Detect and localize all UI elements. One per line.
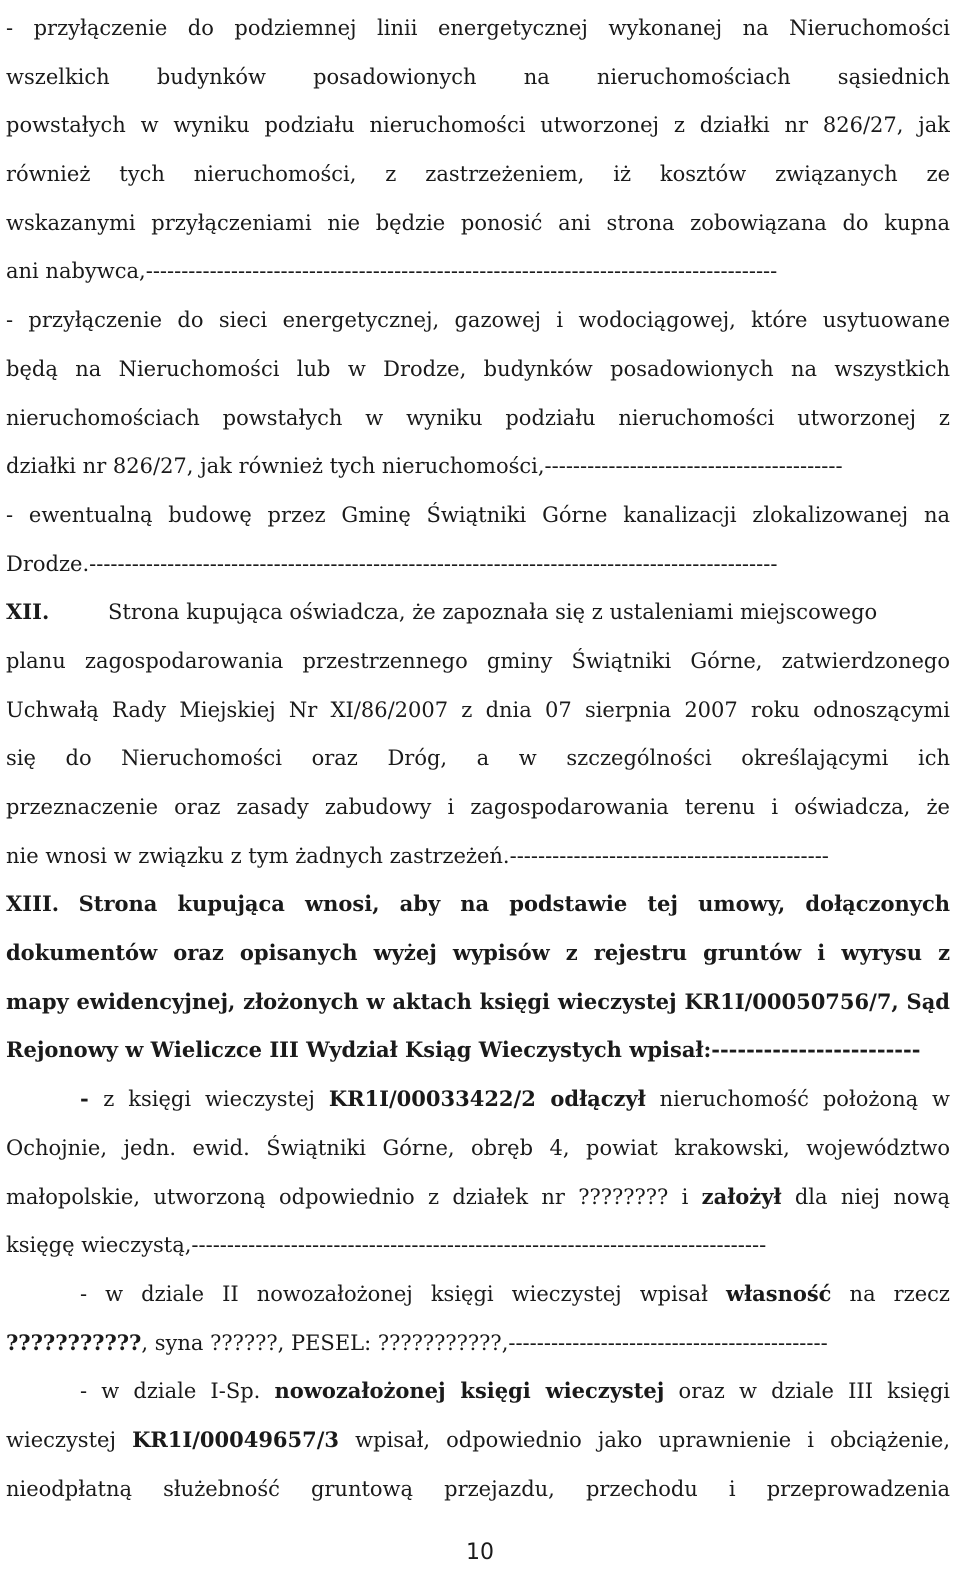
text-line [6,1173,950,1222]
text-line: nieodpłatną służebność gruntową przejazdu, przechodu i przeprowadzenia [6,1476,950,1501]
bold-text: ??????????? [6,1329,142,1355]
text-line: planu zagospodarowania przestrzennego gminy Świątniki Górne, zatwierdzonego [6,648,950,673]
text-line: - przyłączenie do sieci energetycznej, gazowej i wodociągowej, które usytuowane [6,308,950,333]
bold-text: KR1I/00033422/2 odłączył [328,1086,646,1112]
text-line [6,929,950,978]
plain-text: oraz w dziale III księgi [664,1379,950,1404]
plain-text: , syna ??????, PESEL: ???????????,--------------------------------------------- [141,1330,828,1355]
text-line: wszelkich budynków posadowionych na nieruchomościach sąsiednich [6,64,950,89]
plain-text: na rzecz [831,1281,950,1306]
document-page [6,4,950,1513]
text-line: Ochojnie, jedn. ewid. Świątniki Górne, obręb 4, powiat krakowski, województwo [6,1135,950,1160]
text-line: powstałych w wyniku podziału nieruchomości utworzonej z działki nr 826/27, jak [6,113,950,138]
bold-text: Rejonowy w Wieliczce III Wydział Ksiąg Wieczystych wpisał:------------------------ [6,1037,921,1063]
plain-text: nieruchomość położoną w [645,1087,950,1112]
text-line: - ewentualną budowę przez Gminę Świątniki Górne kanalizacji zlokalizowanej na [6,502,950,527]
text-line: nie wnosi w związku z tym żadnych zastrzeżeń.--------------------------------------------- [6,843,829,868]
bold-text: - [80,1086,104,1112]
bold-text: własność [726,1280,832,1306]
text-line: księgę wieczystą,--------------------------------------------------------------------------------- [6,1233,767,1258]
plain-text: - w dziale II nowozałożonej księgi wieczystej wpisał [80,1281,726,1306]
text-line [6,1075,950,1124]
text-line: nieruchomościach powstałych w wyniku podziału nieruchomości utworzonej z [6,405,950,430]
text-line: wskazanymi przyłączeniami nie będzie ponosić ani strona zobowiązana do kupna [6,210,950,235]
bold-text: mapy ewidencyjnej, złożonych w aktach księgi wieczystej KR1I/00050756/7, Sąd [6,988,950,1014]
section-text: Strona kupująca wnosi, aby na podstawie tej umowy, dołączonych [78,891,950,917]
text-line: Drodze.------------------------------------------------------------------------------------------------- [6,551,778,576]
section-text: Strona kupująca oświadcza, że zapoznała się z ustaleniami miejscowego [108,600,878,625]
text-line [6,1319,950,1368]
plain-text: wieczystej [6,1427,133,1452]
section-number: XIII. [6,891,60,917]
text-line: będą na Nieruchomości lub w Drodze, budynków posadowionych na wszystkich [6,356,950,381]
text-line: również tych nieruchomości, z zastrzeżeniem, iż kosztów związanych ze [6,162,950,187]
text-line: Uchwałą Rady Miejskiej Nr XI/86/2007 z dnia 07 sierpnia 2007 roku odnoszącymi [6,697,950,722]
bold-text: nowozałożonej księgi wieczystej [274,1378,665,1404]
plain-text: - w dziale I-Sp. [80,1379,275,1404]
text-line: ani nabywca,----------------------------------------------------------------------------------------- [6,259,778,284]
text-line [6,1270,950,1319]
section-number: XII. [6,599,50,625]
bold-text: założył [701,1183,782,1209]
section-xii-heading-line [6,588,950,637]
page-number: 10 [466,1540,494,1565]
plain-text: z księgi wieczystej [103,1087,329,1112]
text-line [6,1367,950,1416]
text-line: przeznaczenie oraz zasady zabudowy i zagospodarowania terenu i oświadcza, że [6,795,950,819]
plain-text: małopolskie, utworzoną odpowiednio z działek nr ???????? i [6,1184,702,1209]
plain-text: dla niej nową [781,1184,950,1209]
bold-text: KR1I/00049657/3 [132,1426,340,1452]
text-line [6,1416,950,1465]
text-line [6,978,950,1027]
bold-text: dokumentów oraz opisanych wyżej wypisów z rejestru gruntów i wyrysu z [6,940,950,966]
section-xiii-heading-line [6,880,950,929]
plain-text: wpisał, odpowiednio jako uprawnienie i obciążenie, [339,1427,950,1452]
text-line: - przyłączenie do podziemnej linii energetycznej wykonanej na Nieruchomości [6,16,950,40]
text-line [6,1026,950,1075]
text-line: działki nr 826/27, jak również tych nieruchomości,------------------------------------------ [6,454,843,479]
text-line: się do Nieruchomości oraz Dróg, a w szczególności określającymi ich [6,746,950,771]
